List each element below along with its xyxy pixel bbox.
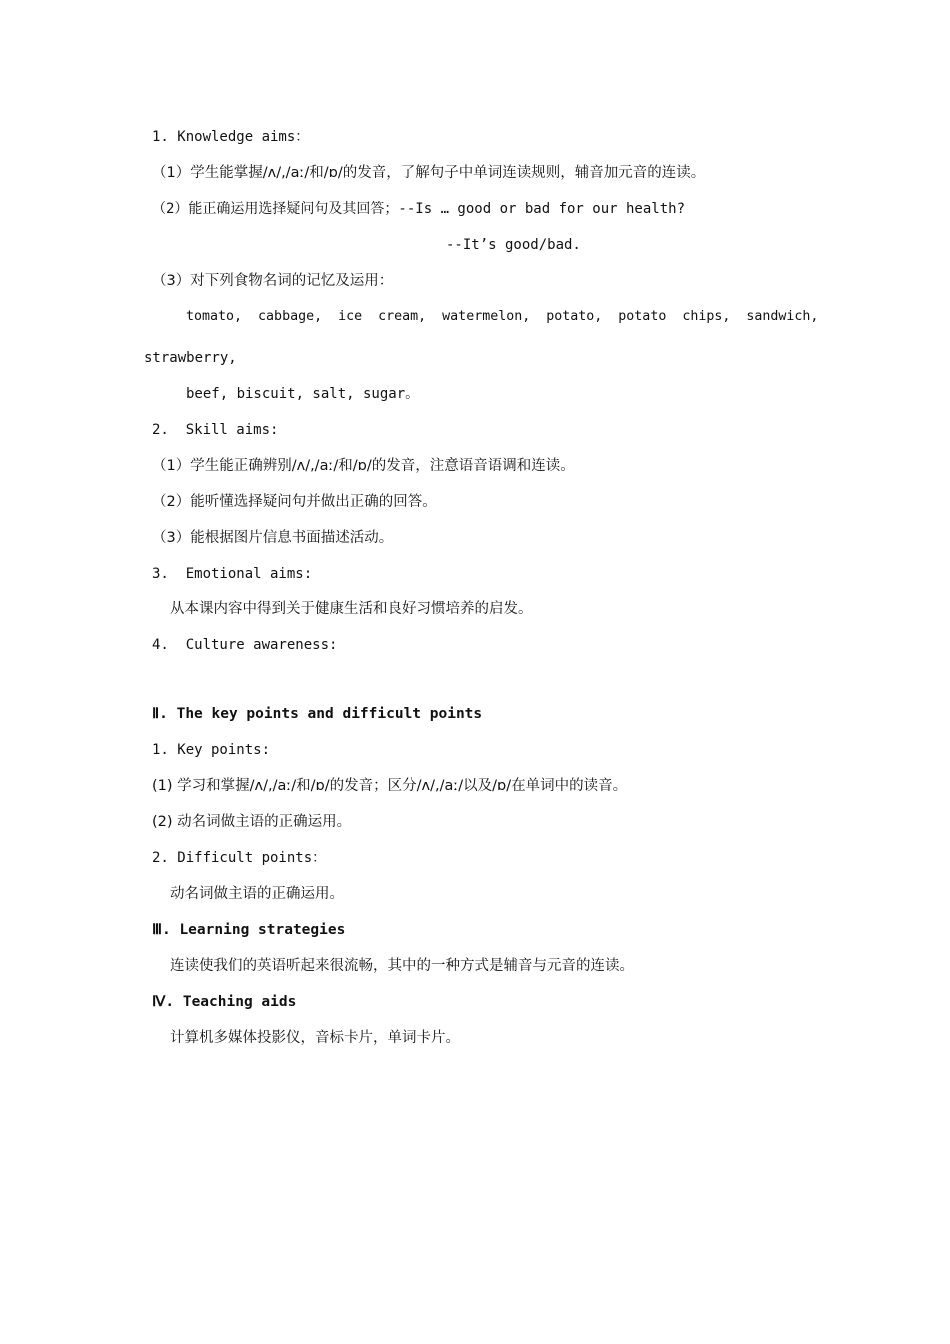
food-words-line-2: strawberry, [144, 350, 237, 366]
food-words-line-3: beef, biscuit, salt, sugar。 [186, 386, 420, 402]
culture-awareness-heading: 4. Culture awareness: [152, 637, 338, 653]
knowledge-item-3: （3）对下列食物名词的记忆及运用： [152, 273, 394, 289]
key-points-subheading: 1. Key points: [152, 742, 271, 758]
key-points-heading: Ⅱ. The key points and difficult points [152, 706, 483, 722]
knowledge-aims-heading: 1. Knowledge aims： [152, 129, 310, 145]
teaching-aids-heading: Ⅳ. Teaching aids [152, 994, 297, 1010]
learning-strategies-text: 连读使我们的英语听起来很流畅，其中的一种方式是辅音与元音的连读。 [170, 958, 634, 974]
emotional-aims-heading: 3. Emotional aims: [152, 566, 313, 582]
knowledge-item-2-answer: --It’s good/bad. [446, 237, 581, 253]
skill-item-1: （1）学生能正确辨别/ʌ/,/aː/和/ɒ/的发音，注意语音语调和连读。 [152, 458, 575, 474]
skill-aims-heading: 2. Skill aims: [152, 422, 279, 438]
knowledge-item-1: （1）学生能掌握/ʌ/,/aː/和/ɒ/的发音，了解句子中单词连读规则，辅音加元音的连读。 [152, 165, 706, 181]
emotional-aims-text: 从本课内容中得到关于健康生活和良好习惯培养的启发。 [170, 601, 533, 617]
skill-item-2: （2）能听懂选择疑问句并做出正确的回答。 [152, 494, 437, 510]
key-point-item-2: (2) 动名词做主语的正确运用。 [152, 814, 352, 830]
key-point-item-1: (1) 学习和掌握/ʌ/,/aː/和/ɒ/的发音；区分/ʌ/,/aː/以及/ɒ/在单词中的读音。 [152, 778, 628, 794]
skill-item-3: （3）能根据图片信息书面描述活动。 [152, 530, 394, 546]
food-words-line-1: tomato, cabbage, ice cream, watermelon, potato, potato chips, sandwich, [186, 309, 819, 324]
teaching-aids-text: 计算机多媒体投影仪，音标卡片，单词卡片。 [170, 1030, 460, 1046]
difficult-points-text: 动名词做主语的正确运用。 [170, 886, 344, 902]
learning-strategies-heading: Ⅲ. Learning strategies [152, 922, 346, 938]
difficult-points-subheading: 2. Difficult points： [152, 850, 327, 866]
knowledge-item-2: （2）能正确运用选择疑问句及其回答；--Is … good or bad for our health? [152, 201, 686, 217]
